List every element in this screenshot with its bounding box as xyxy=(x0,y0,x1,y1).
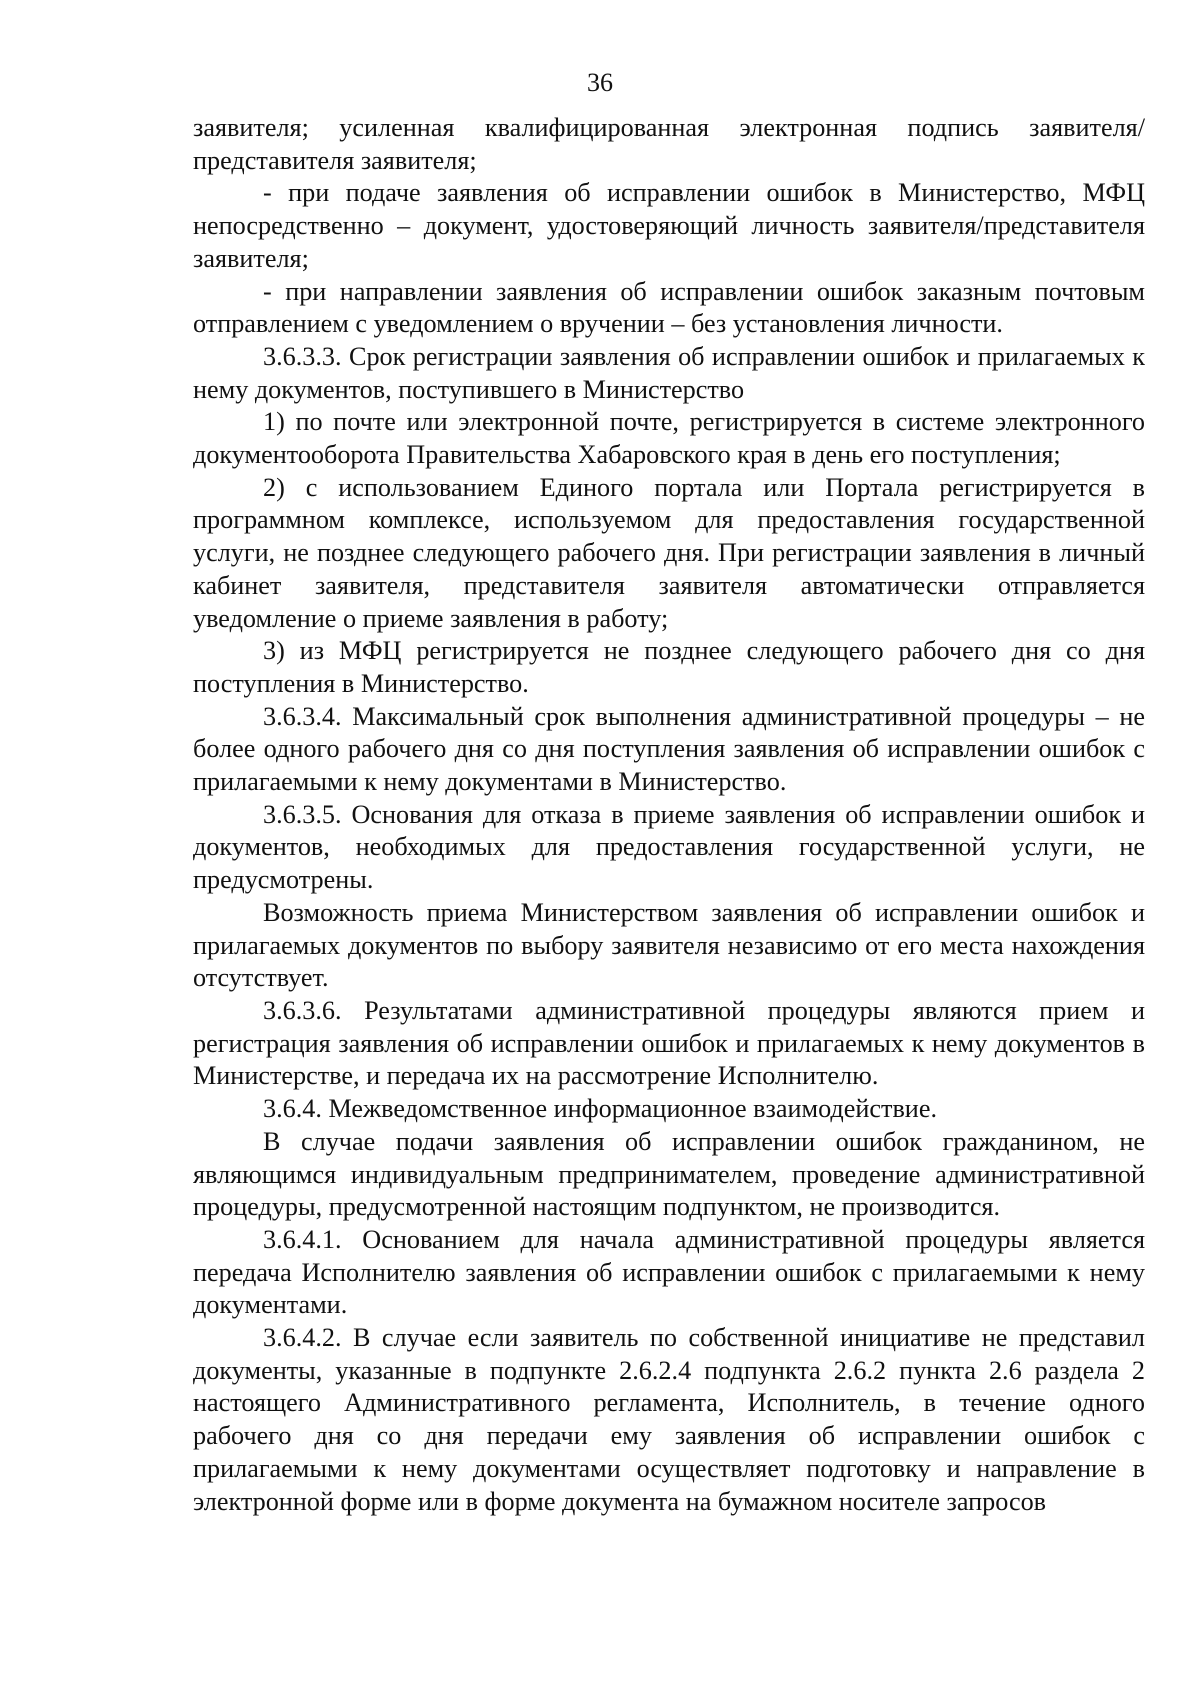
paragraph-3-6-4-1: 3.6.4.1. Основанием для начала административной процедуры является передача Исполнителю заявления об исправлении ошибок с прилагаемыми к нему документами. xyxy=(193,1224,1145,1320)
paragraph-citizen-case: В случае подачи заявления об исправлении ошибок гражданином, не являющимся индивидуальным предпринимателем, проведение административной процедуры, предусмотренной настоящим подпунктом, не производится. xyxy=(193,1126,1145,1222)
paragraph-3-6-4: 3.6.4. Межведомственное информационное взаимодействие. xyxy=(263,1094,937,1124)
paragraph-3-6-3-5: 3.6.3.5. Основания для отказа в приеме заявления об исправлении ошибок и документов, необходимых для предоставления государственной услуги, не предусмотрены. xyxy=(193,799,1145,895)
paragraph-continuation: заявителя; усиленная квалифицированная электронная подпись заявителя/представителя заявителя; xyxy=(193,113,1145,175)
paragraph-3-6-3-4: 3.6.3.4. Максимальный срок выполнения административной процедуры – не более одного рабочего дня со дня поступления заявления об исправлении ошибок с прилагаемыми к нему документами в Министерство. xyxy=(193,701,1145,797)
paragraph-item-3: 3) из МФЦ регистрируется не позднее следующего рабочего дня со дня поступления в Министерство. xyxy=(193,636,1145,698)
page-number: 36 xyxy=(587,68,613,97)
paragraph-in-person-submission: - при подаче заявления об исправлении ошибок в Министерство, МФЦ непосредственно – документ, удостоверяющий личность заявителя/представителя заявителя; xyxy=(193,178,1145,273)
paragraph-3-6-3-3: 3.6.3.3. Срок регистрации заявления об исправлении ошибок и прилагаемых к нему документов, поступившего в Министерство xyxy=(193,341,1145,404)
paragraph-item-2: 2) с использованием Единого портала или Портала регистрируется в программном комплексе, используемом для предоставления государственной услуги, не позднее следующего рабочего дня. При регистрации заявления в личный кабинет заявителя, представителя заявителя автоматически отправляется уведомление о приеме заявления в работу; xyxy=(193,472,1145,633)
paragraph-reception-possibility: Возможность приема Министерством заявления об исправлении ошибок и прилагаемых документов по выбору заявителя независимо от его места нахождения отсутствует. xyxy=(193,897,1145,993)
paragraph-postal-submission: - при направлении заявления об исправлении ошибок заказным почтовым отправлением с уведомлением о вручении – без установления личности. xyxy=(193,276,1145,339)
paragraph-3-6-3-6: 3.6.3.6. Результатами административной процедуры являются прием и регистрация заявления об исправлении ошибок и прилагаемых к нему документов в Министерстве, и передача их на рассмотрение Исполнителю. xyxy=(193,995,1145,1091)
paragraph-3-6-4-2: 3.6.4.2. В случае если заявитель по собственной инициативе не представил документы, указанные в подпункте 2.6.2.4 подпункта 2.6.2 пункта 2.6 раздела 2 настоящего Административного регламента, Исполнитель, в течение одного рабочего дня со дня передачи ему заявления об исправлении ошибок с прилагаемыми к нему документами осуществляет подготовку и направление в электронной форме или в форме документа на бумажном носителе запросов xyxy=(193,1323,1145,1516)
document-body xyxy=(193,112,1145,1518)
paragraph-item-1: 1) по почте или электронной почте, регистрируется в системе электронного документооборота Правительства Хабаровского края в день его поступления; xyxy=(193,407,1145,470)
